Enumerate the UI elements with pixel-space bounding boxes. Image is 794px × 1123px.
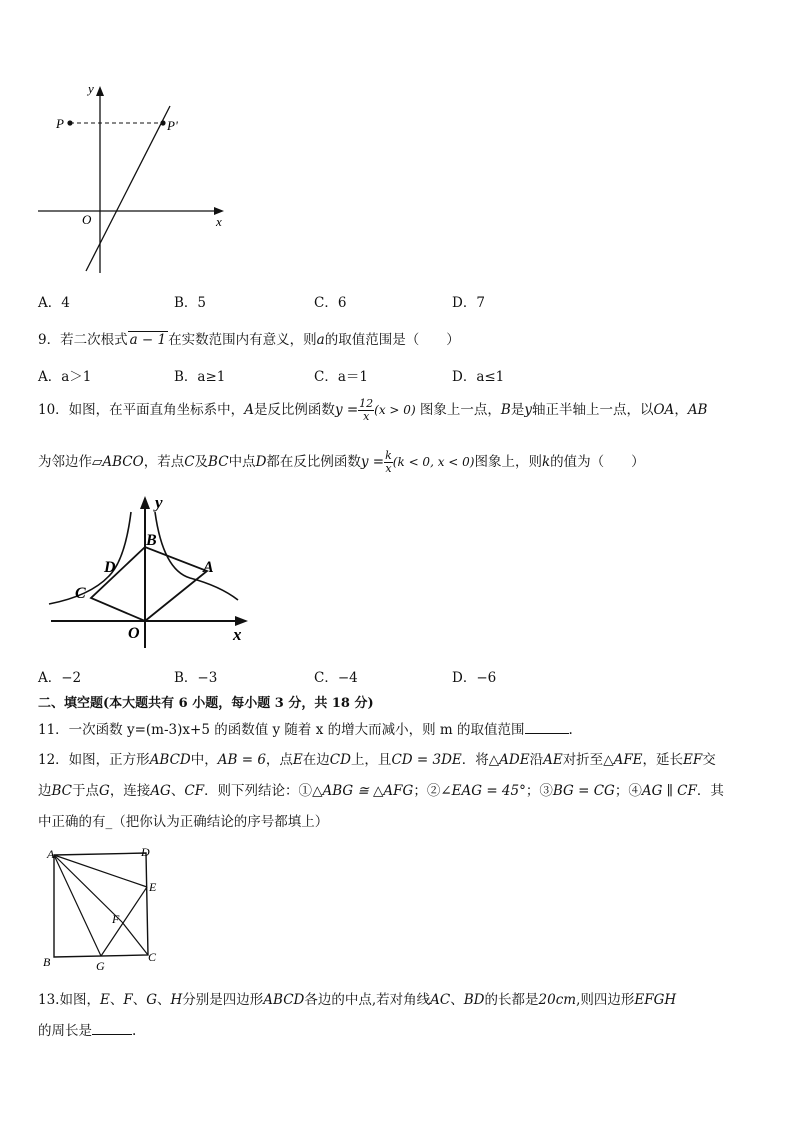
q9-option-c: C．a＝1 bbox=[314, 369, 368, 385]
point-p-prime bbox=[160, 120, 165, 125]
q8-option-a: A．4 bbox=[38, 295, 70, 311]
q8-figure bbox=[30, 78, 250, 278]
label-f: F bbox=[112, 912, 120, 926]
label-e: E bbox=[149, 880, 157, 894]
q11-question: 11．一次函数 y=(m-3)x+5 的函数值 y 随着 x 的增大而减小，则 m 的取值范围 . bbox=[38, 722, 573, 738]
q13-line1: 13.如图，E、F、G、H分别是四边形ABCD各边的中点,若对角线AC、BD的长都是20cm,则四边形EFGH bbox=[38, 992, 677, 1008]
segment-ag bbox=[54, 855, 101, 956]
point-p bbox=[67, 120, 72, 125]
q11-answer-blank[interactable] bbox=[525, 721, 569, 734]
label-b: B bbox=[43, 955, 51, 969]
label-b: B bbox=[146, 532, 157, 549]
label-c: C bbox=[75, 585, 86, 602]
segment-cf bbox=[122, 922, 148, 955]
q10-fraction-12-x: $\frac{12}{x}$ bbox=[359, 397, 374, 423]
q10-fraction-k-x: $\frac{k}{x}$ bbox=[385, 449, 392, 475]
q9-option-d: D．a≤1 bbox=[452, 369, 505, 385]
label-a: A bbox=[203, 559, 214, 576]
label-x: x bbox=[233, 625, 242, 644]
q9-option-b: B．a≥1 bbox=[174, 369, 226, 385]
q9-radical: a − 1 bbox=[129, 332, 167, 348]
q12-line1: 12．如图，正方形ABCD中，AB = 6，点E在边CD上，且CD = 3DE．将△ADE沿AE对折至△AFE，延长EF交 bbox=[38, 752, 716, 768]
label-a: A bbox=[47, 847, 55, 861]
label-y: y bbox=[88, 81, 94, 96]
label-d: D bbox=[104, 559, 116, 576]
label-d: D bbox=[141, 845, 150, 859]
q10-line1: 10．如图，在平面直角坐标系中，A是反比例函数y = $\frac{12}{x}$ (x > 0) 图象上一点，B是y轴正半轴上一点，以OA，AB bbox=[38, 397, 708, 423]
label-g: G bbox=[96, 959, 105, 973]
q10-option-c: C．−4 bbox=[314, 670, 358, 686]
q8-option-c: C．6 bbox=[314, 295, 347, 311]
y-axis-arrow bbox=[140, 496, 150, 509]
label-c: C bbox=[148, 950, 157, 964]
q8-option-d: D．7 bbox=[452, 295, 485, 311]
q13-answer-blank[interactable] bbox=[92, 1022, 132, 1035]
hyperbola-left bbox=[49, 512, 131, 604]
label-p: P bbox=[56, 116, 64, 131]
q12-line2: 边BC于点G，连接AG、CF．则下列结论：①△ABG ≅ △AFG；②∠EAG = 45°；③BG = CG；④AG ∥ CF．其 bbox=[38, 783, 724, 799]
label-p-prime: P' bbox=[167, 118, 178, 133]
q10-option-a: A．−2 bbox=[38, 670, 82, 686]
q10-option-d: D．−6 bbox=[452, 670, 497, 686]
q10-figure bbox=[45, 490, 260, 650]
segment-ae bbox=[54, 855, 147, 887]
q10-option-b: B．−3 bbox=[174, 670, 218, 686]
y-axis-arrow bbox=[96, 86, 104, 96]
q13-line2: 的周长是 . bbox=[38, 1023, 137, 1039]
label-o: O bbox=[82, 212, 92, 227]
q12-figure bbox=[38, 843, 168, 973]
label-o: O bbox=[128, 625, 140, 642]
q8-option-b: B．5 bbox=[174, 295, 207, 311]
section-2-heading: 二、填空题(本大题共有 6 小题，每小题 3 分，共 18 分) bbox=[38, 696, 374, 711]
q12-line3: 中正确的有_（把你认为正确结论的序号都填上） bbox=[38, 814, 329, 830]
graph-line bbox=[86, 106, 170, 271]
label-y: y bbox=[155, 493, 163, 512]
q9-option-a: A．a＞1 bbox=[38, 369, 92, 385]
q9-question: 9．若二次根式 a − 1 在实数范围内有意义，则a的取值范围是（ ） bbox=[38, 332, 460, 348]
q10-line2: 为邻边作▱ABCO，若点C及BC中点D都在反比例函数y = $\frac{k}{x}$ (k < 0, x < 0)图象上，则k的值为（ ） bbox=[38, 449, 645, 475]
label-x: x bbox=[216, 214, 222, 229]
